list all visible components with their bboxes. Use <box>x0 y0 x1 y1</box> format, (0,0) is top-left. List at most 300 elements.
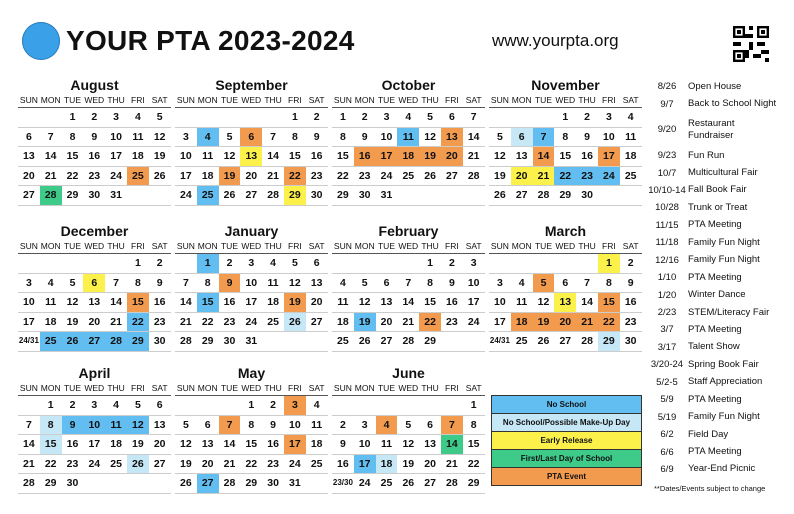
event-date: 6/9 <box>660 463 674 475</box>
day-cell: 6 <box>83 274 105 294</box>
day-cell: 25 <box>127 167 149 187</box>
day-cell: 2 <box>620 254 642 274</box>
weekday-header: SAT <box>463 240 485 254</box>
day-cell: 11 <box>197 147 219 167</box>
weekday-header: THU <box>262 94 284 108</box>
weekday-header: THU <box>105 240 127 254</box>
day-cell: 30 <box>576 186 598 206</box>
day-cell: 4 <box>332 274 354 294</box>
event-row <box>646 356 792 373</box>
day-cell: 1 <box>332 108 354 128</box>
weekday-header: SAT <box>463 94 485 108</box>
day-cell: 23 <box>83 167 105 187</box>
empty-day-cell <box>511 108 533 128</box>
empty-day-cell <box>62 254 84 274</box>
empty-day-cell <box>489 254 511 274</box>
event-row <box>646 182 792 199</box>
day-cell: 30 <box>83 186 105 206</box>
month-grid <box>332 240 485 352</box>
weekday-header: FRI <box>441 240 463 254</box>
month-grid <box>175 94 328 206</box>
day-cell: 14 <box>40 147 62 167</box>
event-row <box>646 147 792 164</box>
day-cell: 24/31 <box>18 332 40 352</box>
weekday-header: WED <box>554 94 576 108</box>
weekday-header: TUE <box>219 94 241 108</box>
event-date: 1/20 <box>657 289 677 301</box>
day-cell: 15 <box>127 293 149 313</box>
day-cell: 4 <box>397 108 419 128</box>
weekday-header: THU <box>419 94 441 108</box>
day-cell: 16 <box>441 293 463 313</box>
event-row <box>646 234 792 251</box>
day-cell: 3 <box>598 108 620 128</box>
day-cell: 27 <box>441 167 463 187</box>
day-cell: 24 <box>240 313 262 333</box>
day-cell: 7 <box>441 416 463 436</box>
event-row <box>646 339 792 356</box>
weekday-header: FRI <box>284 94 306 108</box>
day-cell: 7 <box>105 274 127 294</box>
empty-day-cell <box>441 332 463 352</box>
day-cell: 18 <box>397 147 419 167</box>
weekday-header: WED <box>240 94 262 108</box>
day-cell: 29 <box>40 474 62 494</box>
day-cell: 19 <box>62 313 84 333</box>
day-cell: 24 <box>376 167 398 187</box>
empty-day-cell <box>219 396 241 416</box>
weekday-header: MON <box>511 240 533 254</box>
day-cell: 24 <box>105 167 127 187</box>
legend-item-makeup-day: No School/Possible Make-Up Day <box>492 414 641 432</box>
month-title: August <box>70 77 119 93</box>
pta-logo-circle <box>22 22 60 60</box>
day-cell: 23/30 <box>332 474 354 494</box>
footnote: **Dates/Events subject to change <box>654 484 766 493</box>
weekday-header: FRI <box>441 94 463 108</box>
event-row <box>646 408 792 425</box>
website-url[interactable]: www.yourpta.org <box>492 31 619 50</box>
weekday-header: WED <box>397 94 419 108</box>
event-date: 12/16 <box>655 254 679 266</box>
month-title: June <box>392 365 425 381</box>
weekday-header: FRI <box>598 94 620 108</box>
day-cell: 3 <box>354 416 376 436</box>
weekday-header: SAT <box>149 240 171 254</box>
day-cell: 24/31 <box>489 332 511 352</box>
day-cell: 8 <box>332 128 354 148</box>
empty-day-cell <box>40 254 62 274</box>
day-cell: 21 <box>262 167 284 187</box>
day-cell: 16 <box>219 293 241 313</box>
empty-day-cell <box>397 396 419 416</box>
empty-day-cell <box>354 396 376 416</box>
empty-day-cell <box>419 186 441 206</box>
day-cell: 11 <box>397 128 419 148</box>
weekday-header: THU <box>262 382 284 396</box>
empty-day-cell <box>620 186 642 206</box>
weekday-header: MON <box>197 94 219 108</box>
month-title: November <box>531 77 600 93</box>
empty-day-cell <box>197 108 219 128</box>
weekday-header: FRI <box>284 382 306 396</box>
day-cell: 24 <box>284 455 306 475</box>
month-grid <box>489 240 642 352</box>
empty-day-cell <box>441 396 463 416</box>
day-cell: 5 <box>149 108 171 128</box>
day-cell: 14 <box>18 435 40 455</box>
day-cell: 7 <box>463 108 485 128</box>
day-cell: 26 <box>284 313 306 333</box>
weekday-header: SUN <box>332 94 354 108</box>
day-cell: 27 <box>376 332 398 352</box>
day-cell: 24 <box>83 455 105 475</box>
day-cell: 15 <box>62 147 84 167</box>
day-cell: 17 <box>284 435 306 455</box>
day-cell: 11 <box>376 435 398 455</box>
day-cell: 18 <box>376 455 398 475</box>
event-name: PTA Meeting <box>688 323 742 335</box>
day-cell: 12 <box>419 128 441 148</box>
day-cell: 18 <box>127 147 149 167</box>
weekday-header: SAT <box>149 94 171 108</box>
day-cell: 12 <box>354 293 376 313</box>
event-date: 2/23 <box>657 307 677 319</box>
day-cell: 1 <box>284 108 306 128</box>
weekday-header: FRI <box>127 240 149 254</box>
event-name: Staff Appreciation <box>688 376 763 388</box>
day-cell: 22 <box>62 167 84 187</box>
day-cell: 9 <box>219 274 241 294</box>
event-name: Family Fun Night <box>688 411 760 423</box>
event-date: 5/2-5 <box>656 376 678 388</box>
day-cell: 13 <box>197 435 219 455</box>
weekday-header: WED <box>83 94 105 108</box>
day-cell: 15 <box>419 293 441 313</box>
day-cell: 6 <box>197 416 219 436</box>
weekday-header: SUN <box>332 382 354 396</box>
month-calendar <box>332 222 485 352</box>
weekday-header: TUE <box>376 240 398 254</box>
event-date: 9/20 <box>657 124 677 136</box>
weekday-header: WED <box>397 240 419 254</box>
day-cell: 26 <box>489 186 511 206</box>
day-cell: 7 <box>397 274 419 294</box>
day-cell: 25 <box>376 474 398 494</box>
weekday-header: SUN <box>489 240 511 254</box>
legend-item-early-release: Early Release <box>492 432 641 450</box>
day-cell: 25 <box>332 332 354 352</box>
day-cell: 21 <box>175 313 197 333</box>
day-cell: 10 <box>175 147 197 167</box>
day-cell: 22 <box>598 313 620 333</box>
day-cell: 18 <box>262 293 284 313</box>
weekday-header: SAT <box>306 94 328 108</box>
day-cell: 2 <box>62 396 84 416</box>
empty-day-cell <box>197 396 219 416</box>
day-cell: 6 <box>441 108 463 128</box>
day-cell: 24 <box>354 474 376 494</box>
day-cell: 5 <box>284 254 306 274</box>
weekday-header: THU <box>105 382 127 396</box>
empty-day-cell <box>397 254 419 274</box>
event-name: Family Fun Night <box>688 236 760 248</box>
empty-day-cell <box>18 396 40 416</box>
day-cell: 13 <box>554 293 576 313</box>
day-cell: 16 <box>620 293 642 313</box>
weekday-header: MON <box>354 382 376 396</box>
day-cell: 28 <box>262 186 284 206</box>
empty-day-cell <box>83 474 105 494</box>
day-cell: 23 <box>306 167 328 187</box>
day-cell: 17 <box>175 167 197 187</box>
day-cell: 8 <box>127 274 149 294</box>
page-title: YOUR PTA 2023-2024 <box>66 25 355 56</box>
day-cell: 8 <box>240 416 262 436</box>
empty-day-cell <box>441 186 463 206</box>
day-cell: 3 <box>463 254 485 274</box>
day-cell: 27 <box>511 186 533 206</box>
day-cell: 4 <box>197 128 219 148</box>
day-cell: 27 <box>306 313 328 333</box>
day-cell: 15 <box>554 147 576 167</box>
event-row <box>646 374 792 391</box>
day-cell: 14 <box>441 435 463 455</box>
day-cell: 30 <box>306 186 328 206</box>
day-cell: 30 <box>62 474 84 494</box>
events-list <box>646 78 792 478</box>
day-cell: 20 <box>511 167 533 187</box>
day-cell: 5 <box>397 416 419 436</box>
empty-day-cell <box>175 108 197 128</box>
month-title: February <box>378 223 439 239</box>
day-cell: 10 <box>105 128 127 148</box>
day-cell: 15 <box>598 293 620 313</box>
day-cell: 15 <box>463 435 485 455</box>
day-cell: 6 <box>376 274 398 294</box>
day-cell: 5 <box>175 416 197 436</box>
day-cell: 12 <box>175 435 197 455</box>
empty-day-cell <box>511 254 533 274</box>
day-cell: 9 <box>332 435 354 455</box>
day-cell: 24 <box>598 167 620 187</box>
day-cell: 18 <box>620 147 642 167</box>
event-date: 3/7 <box>660 324 674 336</box>
day-cell: 8 <box>40 416 62 436</box>
day-cell: 7 <box>262 128 284 148</box>
day-cell: 20 <box>306 293 328 313</box>
event-row <box>646 113 792 147</box>
day-cell: 20 <box>197 455 219 475</box>
event-row <box>646 443 792 460</box>
weekday-header: TUE <box>533 240 555 254</box>
event-name: Winter Dance <box>688 289 746 301</box>
weekday-header: TUE <box>219 240 241 254</box>
day-cell: 10 <box>598 128 620 148</box>
day-cell: 21 <box>219 455 241 475</box>
day-cell: 5 <box>354 274 376 294</box>
day-cell: 23 <box>354 167 376 187</box>
event-row <box>646 217 792 234</box>
weekday-header: SUN <box>18 240 40 254</box>
event-row <box>646 286 792 303</box>
empty-day-cell <box>376 254 398 274</box>
weekday-header: THU <box>262 240 284 254</box>
day-cell: 5 <box>219 128 241 148</box>
day-cell: 10 <box>83 416 105 436</box>
day-cell: 23 <box>620 313 642 333</box>
day-cell: 22 <box>419 313 441 333</box>
month-grid <box>175 240 328 352</box>
event-name: STEM/Literacy Fair <box>688 306 770 318</box>
day-cell: 4 <box>511 274 533 294</box>
day-cell: 13 <box>83 293 105 313</box>
day-cell: 9 <box>62 416 84 436</box>
day-cell: 9 <box>83 128 105 148</box>
day-cell: 8 <box>284 128 306 148</box>
day-cell: 6 <box>149 396 171 416</box>
legend-item-first-last-day: First/Last Day of School <box>492 450 641 468</box>
event-name: Trunk or Treat <box>688 201 748 213</box>
day-cell: 8 <box>598 274 620 294</box>
day-cell: 22 <box>554 167 576 187</box>
empty-day-cell <box>306 474 328 494</box>
event-name: PTA Meeting <box>688 219 742 231</box>
weekday-header: TUE <box>62 240 84 254</box>
day-cell: 23 <box>219 313 241 333</box>
day-cell: 26 <box>219 186 241 206</box>
day-cell: 18 <box>40 313 62 333</box>
day-cell: 20 <box>376 313 398 333</box>
day-cell: 25 <box>197 186 219 206</box>
day-cell: 3 <box>240 254 262 274</box>
day-cell: 31 <box>105 186 127 206</box>
empty-day-cell <box>332 254 354 274</box>
day-cell: 22 <box>332 167 354 187</box>
weekday-header: MON <box>354 94 376 108</box>
weekday-header: TUE <box>62 382 84 396</box>
weekday-header: TUE <box>376 94 398 108</box>
day-cell: 16 <box>332 455 354 475</box>
day-cell: 26 <box>149 167 171 187</box>
day-cell: 21 <box>576 313 598 333</box>
day-cell: 9 <box>620 274 642 294</box>
day-cell: 26 <box>397 474 419 494</box>
day-cell: 23 <box>62 455 84 475</box>
day-cell: 29 <box>419 332 441 352</box>
event-name: Fall Book Fair <box>688 184 747 196</box>
day-cell: 20 <box>83 313 105 333</box>
qr-code-icon <box>733 26 769 62</box>
day-cell: 4 <box>376 416 398 436</box>
day-cell: 3 <box>83 396 105 416</box>
day-cell: 17 <box>489 313 511 333</box>
day-cell: 6 <box>554 274 576 294</box>
day-cell: 12 <box>533 293 555 313</box>
day-cell: 10 <box>240 274 262 294</box>
day-cell: 27 <box>149 455 171 475</box>
month-calendar <box>18 364 171 494</box>
empty-day-cell <box>40 108 62 128</box>
weekday-header: SAT <box>149 382 171 396</box>
day-cell: 24 <box>463 313 485 333</box>
day-cell: 18 <box>306 435 328 455</box>
day-cell: 30 <box>219 332 241 352</box>
month-calendar <box>489 222 642 352</box>
day-cell: 11 <box>40 293 62 313</box>
weekday-header: FRI <box>127 382 149 396</box>
day-cell: 23 <box>149 313 171 333</box>
day-cell: 4 <box>306 396 328 416</box>
day-cell: 29 <box>127 332 149 352</box>
day-cell: 1 <box>463 396 485 416</box>
event-date: 10/28 <box>655 202 679 214</box>
empty-day-cell <box>83 254 105 274</box>
day-cell: 13 <box>240 147 262 167</box>
day-cell: 18 <box>105 435 127 455</box>
day-cell: 20 <box>554 313 576 333</box>
day-cell: 31 <box>284 474 306 494</box>
day-cell: 1 <box>598 254 620 274</box>
event-date: 9/7 <box>660 98 674 110</box>
month-grid <box>332 382 485 494</box>
day-cell: 13 <box>306 274 328 294</box>
day-cell: 13 <box>376 293 398 313</box>
weekday-header: SUN <box>18 94 40 108</box>
weekday-header: WED <box>554 240 576 254</box>
day-cell: 25 <box>306 455 328 475</box>
day-cell: 10 <box>463 274 485 294</box>
day-cell: 9 <box>441 274 463 294</box>
day-cell: 3 <box>175 128 197 148</box>
day-cell: 23 <box>441 313 463 333</box>
day-cell: 26 <box>175 474 197 494</box>
event-row <box>646 95 792 112</box>
weekday-header: SAT <box>620 240 642 254</box>
event-name: PTA Meeting <box>688 446 742 458</box>
day-cell: 11 <box>127 128 149 148</box>
day-cell: 3 <box>18 274 40 294</box>
day-cell: 13 <box>441 128 463 148</box>
event-name: Year-End Picnic <box>688 463 756 475</box>
empty-day-cell <box>489 108 511 128</box>
day-cell: 5 <box>533 274 555 294</box>
day-cell: 27 <box>83 332 105 352</box>
day-cell: 27 <box>554 332 576 352</box>
event-row <box>646 321 792 338</box>
event-date: 9/23 <box>657 150 677 162</box>
empty-day-cell <box>284 332 306 352</box>
day-cell: 17 <box>354 455 376 475</box>
day-cell: 6 <box>18 128 40 148</box>
day-cell: 21 <box>105 313 127 333</box>
event-date: 3/20-24 <box>650 359 684 371</box>
weekday-header: SUN <box>332 240 354 254</box>
weekday-header: THU <box>419 382 441 396</box>
day-cell: 21 <box>463 147 485 167</box>
day-cell: 12 <box>397 435 419 455</box>
day-cell: 11 <box>511 293 533 313</box>
day-cell: 29 <box>197 332 219 352</box>
day-cell: 5 <box>489 128 511 148</box>
month-title: April <box>78 365 111 381</box>
event-name: Talent Show <box>688 341 740 353</box>
empty-day-cell <box>463 332 485 352</box>
weekday-header: SUN <box>175 240 197 254</box>
day-cell: 2 <box>219 254 241 274</box>
day-cell: 6 <box>306 254 328 274</box>
day-cell: 5 <box>62 274 84 294</box>
